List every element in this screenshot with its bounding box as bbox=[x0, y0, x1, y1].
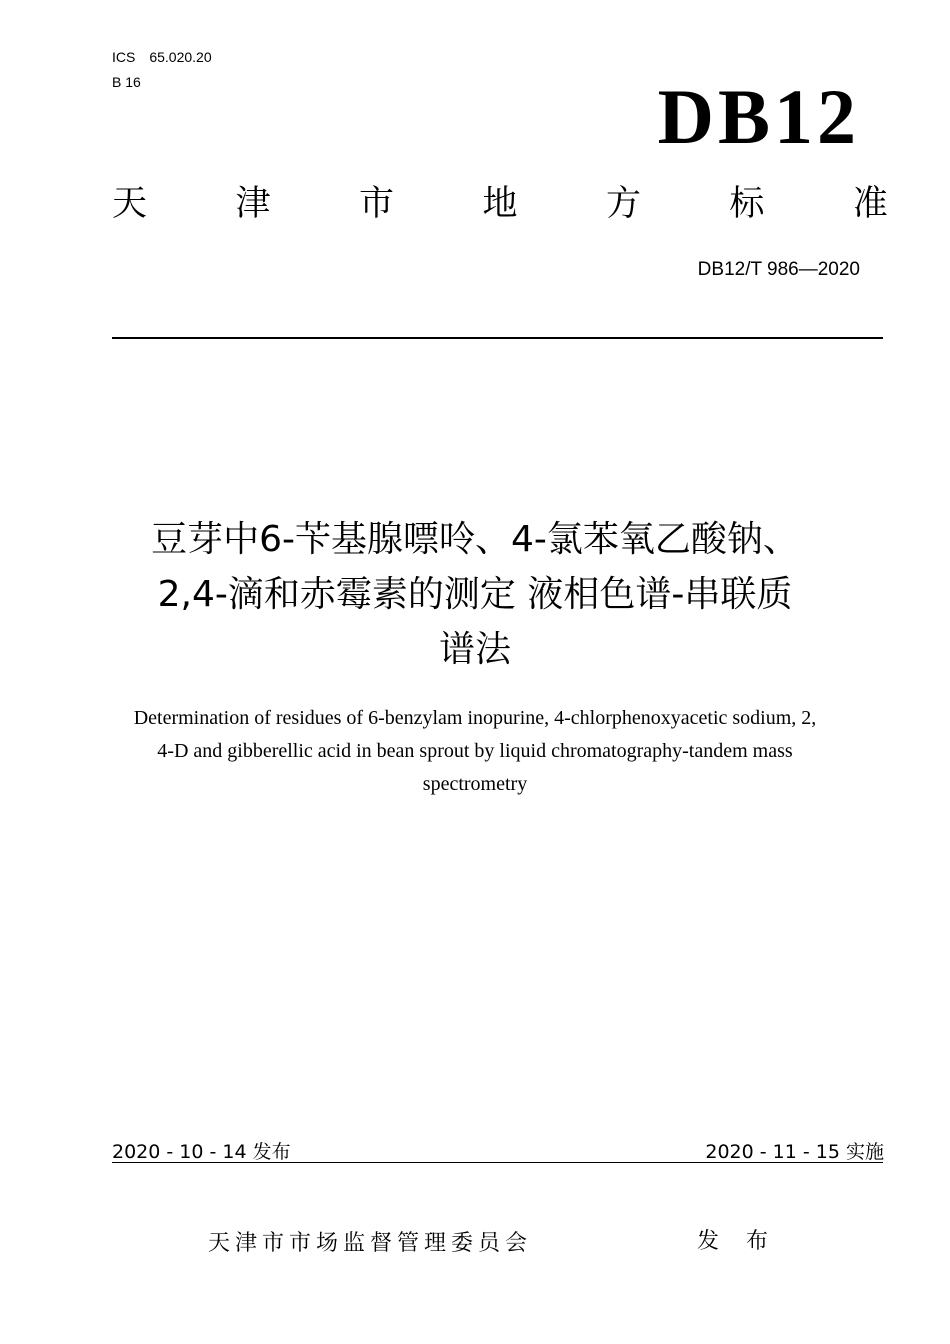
ics-label: ICS bbox=[112, 49, 136, 65]
issuing-authority: 天津市市场监督管理委员会 bbox=[208, 1231, 533, 1256]
ccs-classification: B 16 bbox=[112, 74, 141, 90]
title-english-line: spectrometry bbox=[422, 773, 528, 795]
standard-type-char: 市 bbox=[358, 184, 394, 224]
standard-type-char: 津 bbox=[235, 184, 271, 224]
title-english-line: Determination of residues of 6-benzylam inopurine, 4-chlorphenoxyacetic sodium, 2, bbox=[133, 707, 817, 729]
implementation-date: 2020 - 11 - 15 实施 bbox=[705, 1141, 884, 1163]
ics-code: 65.020.20 bbox=[149, 49, 212, 65]
ics-classification bbox=[112, 49, 212, 65]
standard-type bbox=[112, 184, 888, 224]
title-chinese-line: 2,4-滴和赤霉素的测定 液相色谱-串联质 bbox=[157, 574, 793, 615]
title-chinese-line: 谱法 bbox=[438, 629, 511, 670]
title-chinese bbox=[60, 512, 890, 677]
standard-type-char: 地 bbox=[482, 184, 518, 224]
standard-type-char: 天 bbox=[112, 184, 148, 224]
issue-date: 2020 - 10 - 14 发布 bbox=[112, 1141, 291, 1163]
footer-divider bbox=[112, 1162, 883, 1163]
title-english-line: 4-D and gibberellic acid in bean sprout by liquid chromatography-tandem mass bbox=[157, 740, 793, 762]
issue-label: 发 布 bbox=[697, 1229, 778, 1254]
title-english bbox=[70, 702, 880, 801]
title-chinese-line: 豆芽中6-苄基腺嘌呤、4-氯苯氧乙酸钠、 bbox=[151, 519, 799, 560]
header-divider bbox=[112, 337, 883, 339]
standard-code: DB12 bbox=[657, 73, 860, 160]
standard-number: DB12/T 986—2020 bbox=[697, 259, 860, 280]
standard-type-char: 方 bbox=[605, 184, 641, 224]
standard-type-char: 准 bbox=[852, 184, 888, 224]
standard-type-char: 标 bbox=[729, 184, 765, 224]
